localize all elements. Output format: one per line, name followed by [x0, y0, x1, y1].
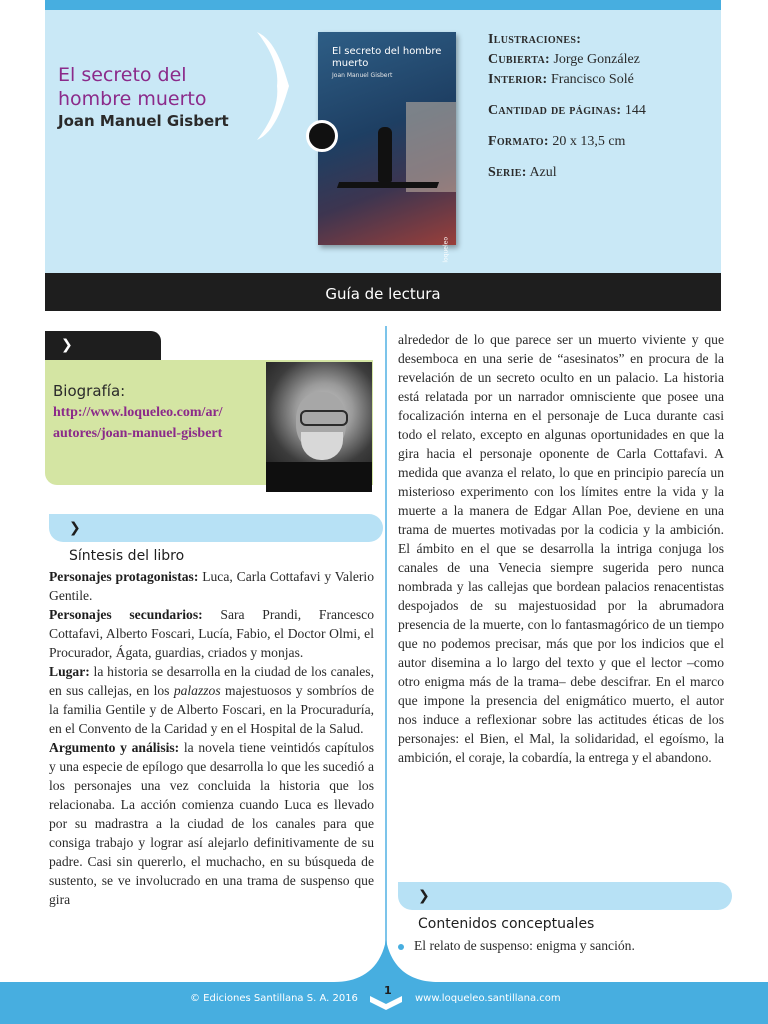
- book-cover-image: [318, 32, 456, 263]
- cover-author: Joan Manuel Gisbert: [332, 72, 393, 79]
- secondary-text: Sara Prandi, Francesco Cottafavi, Alberto Foscari, Lucía, Fabio, el Doctor Olmi, el Procurador, Ágata, guardias, criados y monjas.: [49, 607, 374, 660]
- synopsis-continuation: alrededor de lo que parece ser un muerto viviente y que desemboca en una serie de “asesinatos” en procura de la revelación de un secreto oculto en un palacio. La historia está relatada por un narrador omnisciente que posee una focalización interna en el personaje de Luca durante casi todo el relato, excepto en algunas oportunidades en que la gira hacia el personaje oponente de Carla Cottafavi. A medida que avanza el relato, lo que en principio parecía un misterioso experimento con los límites entre la vida y la muerte a la manera de Edgar Allan Poe, deviene en una trama de muertes motivadas por la codicia y la ambición. El ámbito en el que se desarrolla la intriga conjuga los canales de una Venecia siempre sugerida pero nunca nombrada y las callejas que bordean palacios renacentistas despojados de su majestuosidad por la abrumadora presencia de la muerte, con lo fantasmagórico de un tiempo que no podemos precisar, más que por los indicios que el autor disemina a lo largo del texto y que el lector –como otro enigma más de la trama– debe descifrar. En el marco que impone la presencia del enigmático muerto, el autor nos induce a reflexionar sobre las actitudes éticas de los personajes: el Bien, el Mal, la solidaridad, el egoísmo, la ambición, el coraje, la cobardía, la entrega y el abandono.: [398, 332, 724, 765]
- protagonists-label: Personajes protagonistas:: [49, 569, 199, 584]
- interior-label: Interior:: [488, 72, 548, 87]
- place-label: Lugar:: [49, 664, 90, 679]
- book-author: Joan Manuel Gisbert: [58, 112, 229, 130]
- cover-value: Jorge González: [553, 52, 640, 67]
- footer-url[interactable]: www.loqueleo.santillana.com: [415, 993, 561, 1004]
- protagonists-paragraph: [49, 567, 374, 605]
- biography-link-line1[interactable]: http://www.loqueleo.com/ar/: [53, 405, 223, 420]
- guide-title: Guía de lectura: [325, 285, 441, 303]
- section-chevron-icon: ❯: [69, 520, 81, 536]
- biography-label: Biografía:: [53, 382, 126, 400]
- place-italic: palazzos: [173, 683, 221, 698]
- argument-label: Argumento y análisis:: [49, 740, 180, 755]
- concepts-item-text: El relato de suspenso: enigma y sanción.: [414, 938, 635, 953]
- cover-label: Cubierta:: [488, 52, 550, 67]
- photo-shirt: [266, 462, 372, 492]
- author-photo: [266, 362, 372, 485]
- cover-figure: [378, 127, 392, 182]
- header-top-line: [45, 0, 721, 10]
- concepts-heading: Contenidos conceptuales: [418, 916, 595, 932]
- illustrations-label: Ilustraciones:: [488, 32, 582, 47]
- secondary-paragraph: [49, 605, 374, 662]
- author-section-tab: [45, 331, 161, 360]
- series-label: Serie:: [488, 165, 527, 180]
- synopsis-section-tab: [49, 514, 383, 564]
- guide-title-bar: [45, 273, 721, 311]
- book-title: El secreto del hombre muerto: [58, 64, 207, 110]
- pages-value: 144: [624, 103, 646, 118]
- argument-text: la novela tiene veintidós capítulos y una especie de epílogo que desarrolla lo que les sucedió a los personajes una vez concluida la historia que los relacionaba. La acción comienza cuando Luca es llevado por su madrastra a la ciudad de los canales para que consiga trabajo y lograr así alejarlo definitivamente de su padre. Casi sin quererlo, el muchacho, en su búsqueda de sustento, se ve involucrado en una trama de suspenso que gira: [49, 740, 374, 907]
- page-number: 1: [384, 984, 392, 997]
- argument-paragraph: [49, 738, 374, 909]
- place-text-1: la historia se desarrolla en la ciudad de los canales, en sus callejas, en los: [49, 664, 374, 698]
- chevron-divider-icon: [253, 30, 297, 142]
- secondary-label: Personajes secundarios:: [49, 607, 203, 622]
- biography-link-line2[interactable]: autores/joan-manuel-gisbert: [53, 426, 223, 441]
- format-value: 20 x 13,5 cm: [552, 134, 626, 149]
- synopsis-heading: Síntesis del libro: [69, 548, 185, 564]
- cover-title: El secreto del hombre muerto: [332, 46, 442, 69]
- format-label: Formato:: [488, 134, 549, 149]
- concepts-section-tab: [398, 882, 732, 932]
- section-chevron-icon: ❯: [418, 888, 430, 904]
- photo-beard: [301, 432, 343, 460]
- photo-glasses: [300, 410, 348, 426]
- cover-building: [406, 102, 456, 192]
- protagonists-text: Luca, Carla Cottafavi y Valerio Gentile.: [49, 569, 374, 603]
- series-value: Azul: [529, 165, 557, 180]
- column-divider: [385, 326, 387, 961]
- interior-value: Francisco Solé: [551, 72, 634, 87]
- cover-tab-mark: [306, 120, 338, 152]
- footer-band: [0, 940, 768, 1024]
- section-chevron-icon: ❯: [61, 337, 73, 353]
- place-paragraph: [49, 662, 374, 738]
- book-metadata: [488, 30, 758, 183]
- cover-brand: loqueleo: [443, 237, 450, 263]
- header-panel: [45, 0, 721, 273]
- biography-link[interactable]: [53, 402, 263, 444]
- place-text-2: majestuosos y sombríos de la familia Gentile y de Alberto Foscari, en la Procuraduría, en el Convento de la Caridad y en el Hospital de la Salud.: [49, 683, 374, 736]
- footer-copyright: © Ediciones Santillana S. A. 2016: [190, 993, 358, 1004]
- cover-gondola: [337, 182, 439, 188]
- pages-label: Cantidad de páginas:: [488, 103, 622, 118]
- synopsis-left-column: [49, 567, 374, 909]
